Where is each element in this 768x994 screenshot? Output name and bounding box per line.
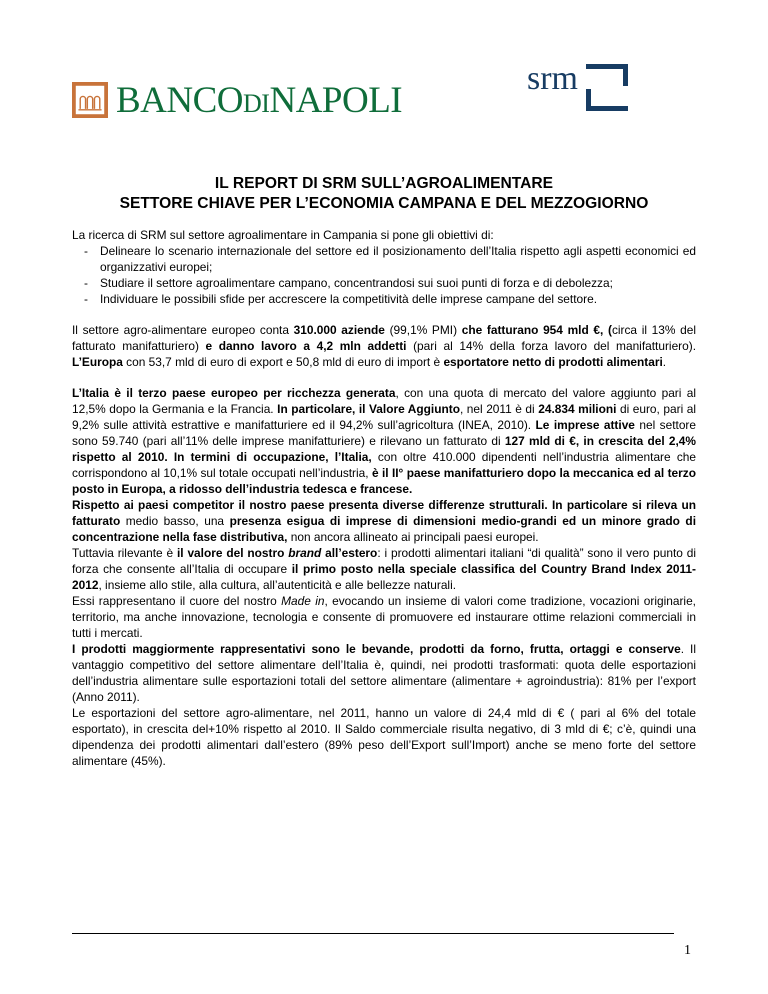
footer-divider — [72, 933, 674, 934]
srm-logo-text: srm — [527, 60, 578, 97]
objective-item: - Delineare lo scenario internazionale del settore ed il posizionamento dell’Italia rispetto agli aspetti economici ed organizzativi europei; — [84, 244, 696, 274]
document-title — [0, 174, 768, 214]
eu-sector-paragraph: Il settore agro-alimentare europeo conta 310.000 aziende (99,1% PMI) che fatturano 954 mld €, (circa il 13% del fatturato manifatturiero) e danno lavoro a 4,2 mln addetti (pari al 14% della forza lavoro del manifatturiero). L’Europa con 53,7 mld di euro di export e 50,8 mld di euro di import è esportatore netto di prodotti alimentari. — [72, 323, 697, 369]
italy-paragraph: L’Italia è il terzo paese europeo per ricchezza generata, con una quota di mercato del valore aggiunto pari al 12,5% dopo la Germania e la Francia. In particolare, il Valore Aggiunto, nel 2011 è di 24.834 milioni di euro, pari al 9,2% sulle attività estrattive e manifatturiere ed il 94,2% sull’agricoltura (INEA, 2010). Le imprese attive nel settore sono 59.740 (pari all’11% delle imprese manifatturiere) e rilevano un fatturato di 127 mld di €, in crescita del 2,4% rispetto al 2010. In termini di occupazione, l’Italia, con oltre 410.000 dipendenti nell’industria alimentare che corrispondono al 10,1% sul totale occupati nell’industria, è il II° paese manifatturiero dopo la meccanica ed al terzo posto in Europa, a ridosso dell’industria tedesca e francese. — [72, 386, 697, 496]
products-paragraph: I prodotti maggiormente rappresentativi sono le bevande, prodotti da forno, frutta, ortaggi e conserve. Il vantaggio competitivo del settore alimentare dell’Italia è, quindi, nei prodotti trasformati: quota delle esportazioni dell’industria alimentare sulle esportazioni totali del settore alimentare (alimentare + agroindustria): 81% per l’export (Anno 2011). — [72, 642, 696, 704]
objective-item: - Individuare le possibili sfide per accrescere la competitività delle imprese campane del settore. — [84, 292, 598, 306]
title-line-2: SETTORE CHIAVE PER L’ECONOMIA CAMPANA E DEL MEZZOGIORNO — [119, 195, 649, 212]
objective-item: - Studiare il settore agroalimentare campano, concentrandosi sui suoi punti di forza e di debolezza; — [84, 276, 613, 290]
exports-paragraph: Le esportazioni del settore agro-alimentare, nel 2011, hanno un valore di 24,4 mld di € ( pari al 6% del totale esportato), in crescita del+10% rispetto al 2010. Il Saldo commerciale risulta negativo, di 3 mld di €; c’è, quindi una dipendenza dei prodotti alimentari dall’estero (89% peso dell’Export sull’Import) anche se meno forte del settore alimentare (45%). — [72, 706, 696, 768]
brand-paragraph: Tuttavia rilevante è il valore del nostro brand all’estero: i prodotti alimentari italiani “di qualità” sono il vero punto di forza che consente all’Italia di occupare il primo posto nella speciale classifica del Country Brand Index 2011-2012, insieme allo stile, alla cultura, all’autenticità e alle bellezze naturali. — [72, 546, 697, 592]
page-number: 1 — [684, 943, 691, 958]
made-in-paragraph: Essi rappresentano il cuore del nostro Made in, evocando un insieme di valori come tradizione, vocazioni originarie, territorio, ma anche innovazione, tecnologia e consente di promuovere ed instaurare ottime relazioni commerciali in tutti i mercati. — [72, 594, 696, 640]
banco-logo-text: BANCODINAPOLI — [116, 79, 403, 121]
banco-di-napoli-logo — [72, 78, 402, 122]
srm-logo — [527, 60, 636, 116]
srm-brackets-icon — [586, 64, 636, 116]
document-body — [72, 227, 696, 769]
title-line-1: IL REPORT DI SRM SULL’AGROALIMENTARE — [214, 175, 554, 192]
competitor-paragraph: Rispetto ai paesi competitor il nostro paese presenta diverse differenze strutturali. In particolare si rileva un fatturato medio basso, una presenza esigua di imprese di dimensioni medio-grandi ed un minore grado di concentrazione nella fase distributiva, non ancora allineato ai principali paesi europei. — [72, 498, 696, 544]
intro-paragraph: La ricerca di SRM sul settore agroalimentare in Campania si pone gli obiettivi di: — [72, 228, 494, 242]
banco-arches-icon — [72, 82, 108, 118]
